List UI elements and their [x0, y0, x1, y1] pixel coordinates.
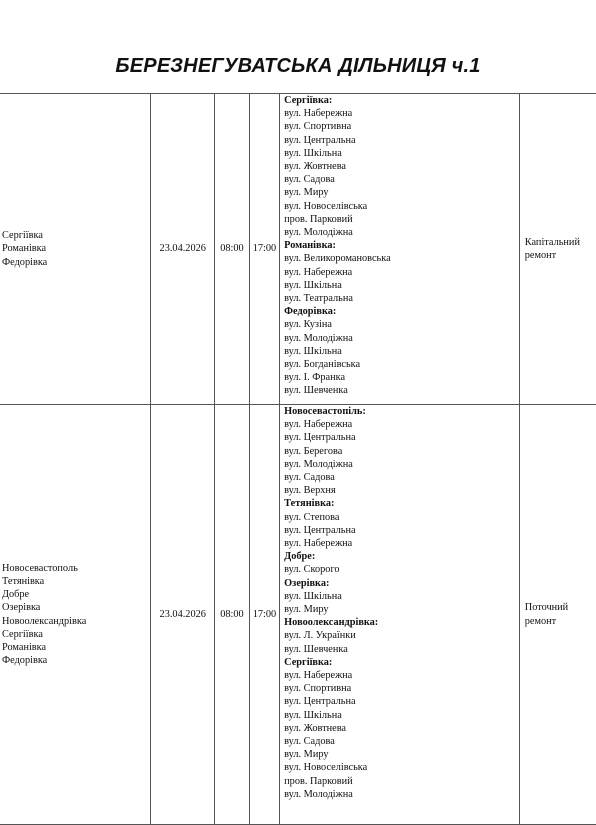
work-type-cell	[519, 94, 596, 405]
street-name: вул. Новоселівська	[284, 762, 368, 774]
page-title: БЕРЕЗНЕГУВАТСЬКА ДІЛЬНИЦЯ ч.1	[115, 55, 481, 77]
date-cell	[151, 94, 215, 405]
street-name: вул. Набережна	[284, 108, 353, 120]
settlement-heading: Сергіївка:	[284, 95, 333, 106]
street-name: вул. Молодіжна	[284, 788, 353, 800]
street-name: вул. Садова	[284, 736, 335, 748]
street-name: вул. Жовтнева	[284, 722, 346, 734]
street-name: вул. Набережна	[284, 538, 353, 550]
time-from-cell	[215, 94, 250, 405]
settlement-name: Новоолександрівка	[2, 615, 87, 627]
table-row	[0, 94, 596, 405]
street-name: вул. Миру	[284, 604, 329, 616]
work-type: ремонт	[524, 615, 557, 627]
street-name: вул. Театральна	[284, 293, 353, 305]
street-name: вул. Набережна	[284, 266, 353, 278]
street-name: вул. Кузіна	[284, 319, 332, 331]
settlements-cell	[0, 94, 151, 405]
street-name: вул. Шевченка	[284, 385, 348, 397]
time-from: 08:00	[220, 608, 244, 620]
street-name: вул. Шкільна	[284, 279, 342, 291]
work-type: Поточний	[524, 602, 569, 614]
settlements-cell	[0, 405, 151, 825]
settlement-heading: Новоолександрівка:	[284, 617, 379, 629]
street-name: пров. Парковий	[284, 213, 353, 225]
street-name: пров. Парковий	[284, 775, 353, 787]
time-to-cell	[249, 405, 279, 825]
street-name: вул. Спортивна	[284, 683, 352, 695]
street-name: вул. Садова	[284, 174, 335, 186]
street-name: вул. Верхня	[284, 485, 336, 497]
street-name: вул. Шкільна	[284, 590, 342, 602]
street-name: вул. Шкільна	[284, 709, 342, 721]
street-name: вул. Шкільна	[284, 147, 342, 159]
street-name: вул. Молодіжна	[284, 332, 353, 344]
time-to: 17:00	[252, 243, 277, 255]
settlement-heading: Добре:	[284, 551, 316, 563]
settlement-heading: Озерівка:	[284, 577, 330, 589]
street-name: вул. Скорого	[284, 564, 340, 576]
street-name: вул. І. Франка	[284, 372, 346, 384]
settlement-heading: Новосевастопіль:	[284, 406, 366, 417]
street-name: вул. Степова	[284, 511, 340, 523]
settlement-name: Федорівка	[2, 655, 48, 667]
time-from-cell	[215, 405, 250, 825]
time-to-cell	[249, 94, 279, 405]
street-name: вул. Берегова	[284, 445, 343, 457]
settlement-name: Новосевастополь	[2, 562, 78, 574]
streets-cell	[280, 405, 520, 825]
time-from: 08:00	[220, 243, 244, 255]
time-to: 17:00	[252, 608, 277, 620]
outage-schedule-table	[0, 93, 596, 825]
work-type: ремонт	[524, 250, 557, 261]
settlement-name: Сергіївка	[2, 628, 43, 640]
street-name: вул. Центральна	[284, 524, 356, 536]
street-name: вул. Центральна	[284, 696, 356, 708]
settlement-name: Добре	[2, 589, 30, 601]
street-name: вул. Центральна	[284, 134, 356, 146]
street-name: вул. Шкільна	[284, 345, 342, 357]
settlement-name: Озерівка	[2, 602, 41, 614]
settlement-heading: Сергіївка:	[284, 656, 333, 668]
work-type-cell	[519, 405, 596, 825]
street-name: вул. Шевченка	[284, 643, 348, 655]
settlement-name: Романівка	[2, 641, 47, 653]
street-name: вул. Молодіжна	[284, 458, 353, 470]
settlement-heading: Федорівка:	[284, 306, 337, 318]
street-name: вул. Молодіжна	[284, 227, 353, 239]
street-name: вул. Спортивна	[284, 121, 352, 133]
street-name: вул. Л. Українки	[284, 630, 356, 642]
street-name: вул. Великоромановська	[284, 253, 391, 265]
settlement-name: Тетянівка	[2, 575, 45, 587]
settlement-name: Федорівка	[2, 256, 48, 268]
table-row	[0, 405, 596, 825]
work-type: Капітальний	[524, 236, 580, 248]
settlement-heading: Тетянівка:	[284, 498, 335, 510]
street-name: вул. Новоселівська	[284, 200, 368, 212]
settlement-name: Романівка	[2, 243, 47, 255]
street-name: вул. Набережна	[284, 419, 353, 431]
outage-date: 23.04.2026	[159, 243, 206, 255]
street-name: вул. Богданівська	[284, 359, 361, 371]
date-cell	[151, 405, 215, 825]
street-name: вул. Набережна	[284, 670, 353, 682]
street-name: вул. Миру	[284, 749, 329, 761]
street-name: вул. Миру	[284, 187, 329, 199]
outage-date: 23.04.2026	[159, 608, 206, 620]
street-name: вул. Центральна	[284, 432, 356, 444]
street-name: вул. Жовтнева	[284, 161, 346, 173]
settlement-name: Сергіївка	[2, 230, 43, 242]
streets-cell	[280, 94, 520, 405]
street-name: вул. Садова	[284, 472, 335, 484]
settlement-heading: Романівка:	[284, 240, 336, 252]
